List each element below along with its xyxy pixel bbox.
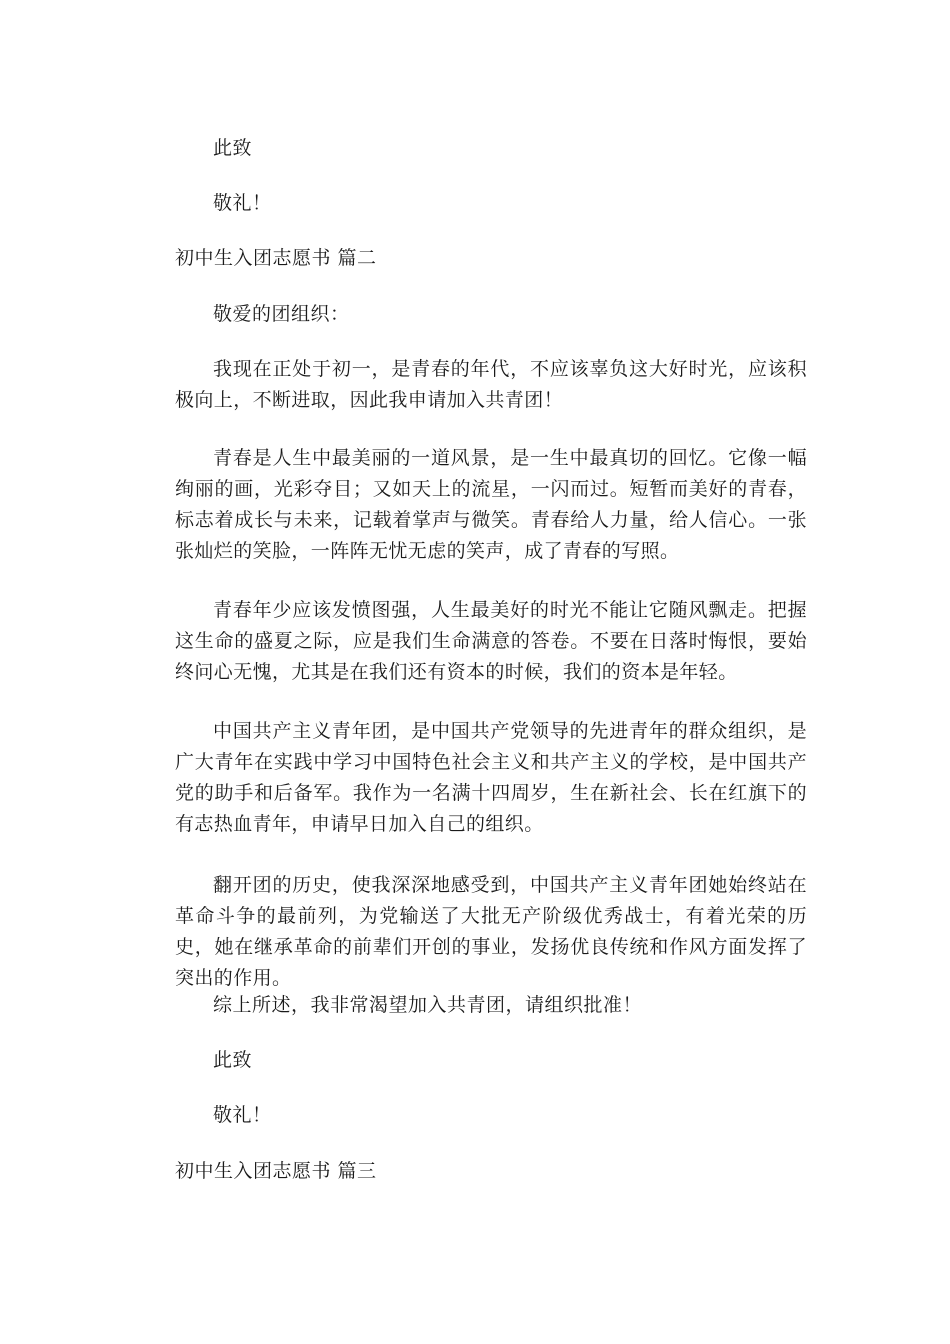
body-paragraph: 青春年少应该发愤图强，人生最美好的时光不能让它随风飘走。把握这生命的盛夏之际，应是我们生命满意的答卷。不要在日落时悔恨，要始终问心无愧，尤其是在我们还有资本的时候，我们的资本是年轻。 xyxy=(175,599,807,683)
salute-text: 敬礼！ xyxy=(213,192,272,214)
section-title: 初中生入团志愿书 篇三 xyxy=(175,1160,377,1182)
body-paragraph: 翻开团的历史，使我深深地感受到，中国共产主义青年团她始终站在革命斗争的最前列，为党输送了大批无产阶级优秀战士，有着光荣的历史，她在继承革命的前辈们开创的事业，发扬优良传统和作风方面发挥了突出的作用。 xyxy=(175,874,807,989)
greeting-text: 敬爱的团组织： xyxy=(213,303,350,325)
body-paragraph: 我现在正处于初一，是青春的年代，不应该辜负这大好时光，应该积极向上，不断进取，因此我申请加入共青团！ xyxy=(175,358,807,411)
conclusion-text: 综上所述，我非常渴望加入共青团，请组织批准！ xyxy=(213,994,643,1016)
section-title: 初中生入团志愿书 篇二 xyxy=(175,247,377,269)
salute-text: 敬礼！ xyxy=(213,1104,272,1126)
closing-text: 此致 xyxy=(213,1049,253,1071)
body-paragraph: 青春是人生中最美丽的一道风景，是一生中最真切的回忆。它像一幅绚丽的画，光彩夺目；又如天上的流星，一闪而过。短暂而美好的青春，标志着成长与未来，记载着掌声与微笑。青春给人力量，给人信心。一张张灿烂的笑脸，一阵阵无忧无虑的笑声，成了青春的写照。 xyxy=(175,447,807,562)
closing-text: 此致 xyxy=(213,137,253,159)
body-paragraph: 中国共产主义青年团，是中国共产党领导的先进青年的群众组织，是广大青年在实践中学习中国特色社会主义和共产主义的学校，是中国共产党的助手和后备军。我作为一名满十四周岁，生在新社会、长在红旗下的有志热血青年，申请早日加入自己的组织。 xyxy=(175,720,807,835)
